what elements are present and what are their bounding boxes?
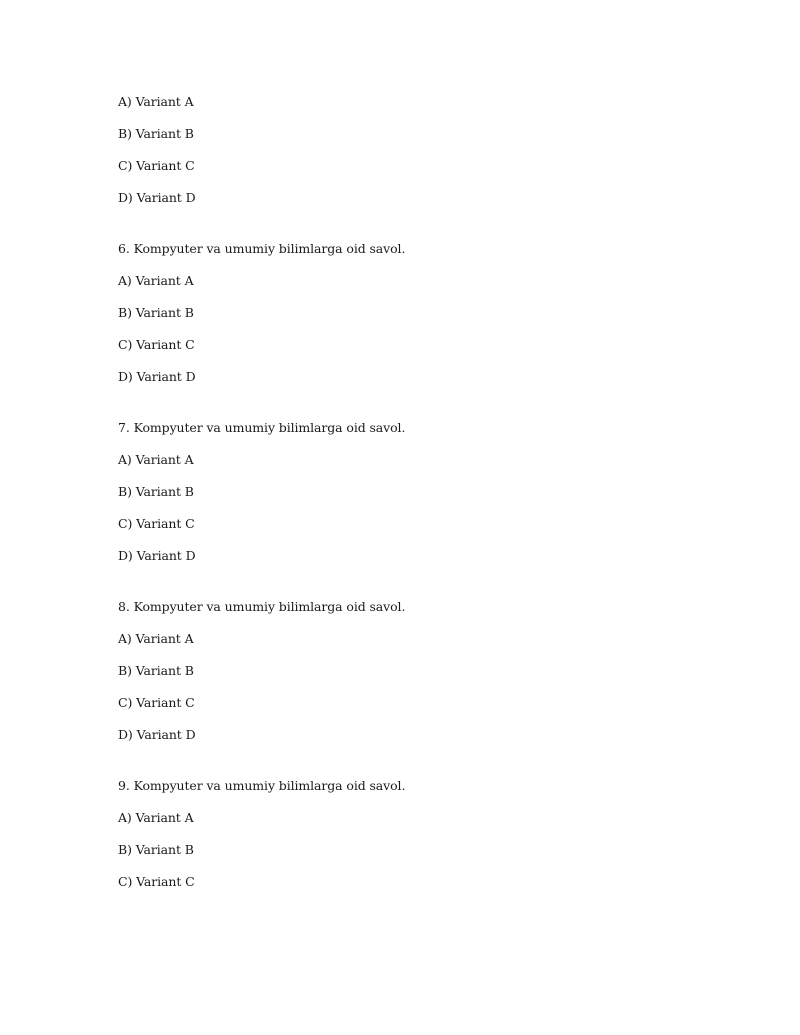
- question-9-option-c: C) Variant C: [118, 874, 195, 889]
- question-7-option-a: A) Variant A: [118, 452, 194, 467]
- question-8-option-c: C) Variant C: [118, 695, 195, 710]
- question-8-option-a: A) Variant A: [118, 631, 194, 646]
- question-7-option-b: B) Variant B: [118, 484, 194, 499]
- question-8-option-d: D) Variant D: [118, 727, 196, 742]
- question-8-option-b: B) Variant B: [118, 663, 194, 678]
- question-7-text: 7. Kompyuter va umumiy bilimlarga oid savol.: [118, 420, 406, 435]
- option-d: D) Variant D: [118, 190, 196, 205]
- question-8-text: 8. Kompyuter va umumiy bilimlarga oid savol.: [118, 599, 406, 614]
- question-6-text: 6. Kompyuter va umumiy bilimlarga oid savol.: [118, 241, 406, 256]
- option-a: A) Variant A: [118, 94, 194, 109]
- question-7-option-d: D) Variant D: [118, 548, 196, 563]
- question-7-option-c: C) Variant C: [118, 516, 195, 531]
- question-9-text: 9. Kompyuter va umumiy bilimlarga oid savol.: [118, 778, 406, 793]
- option-b: B) Variant B: [118, 126, 194, 141]
- question-6-option-a: A) Variant A: [118, 273, 194, 288]
- option-c: C) Variant C: [118, 158, 195, 173]
- question-6-option-c: C) Variant C: [118, 337, 195, 352]
- question-6-option-d: D) Variant D: [118, 369, 196, 384]
- question-9-option-a: A) Variant A: [118, 810, 194, 825]
- question-9-option-b: B) Variant B: [118, 842, 194, 857]
- question-6-option-b: B) Variant B: [118, 305, 194, 320]
